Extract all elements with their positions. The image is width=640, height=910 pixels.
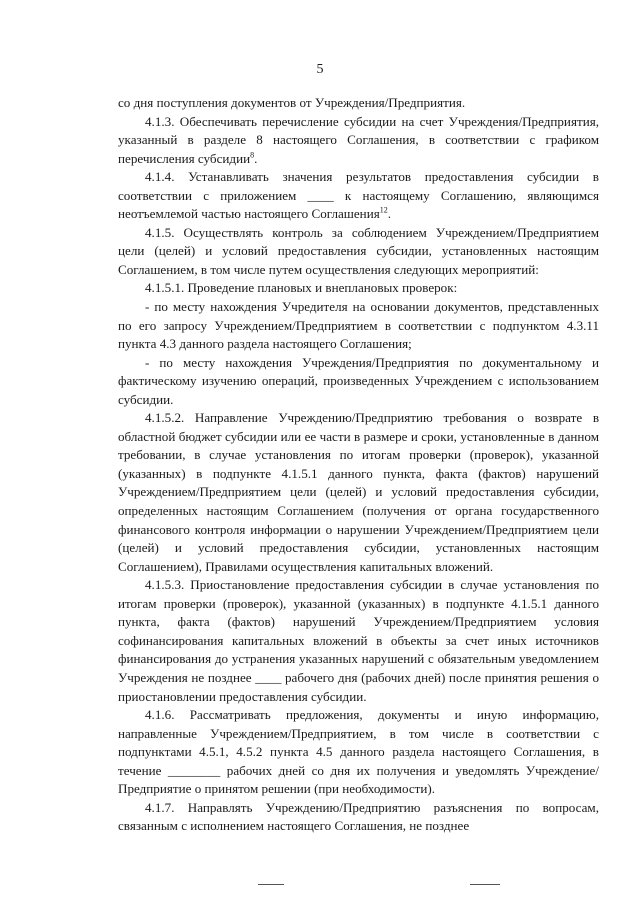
list-item-institution-location: - по месту нахождения Учреждения/Предприятия по документальному и фактическому изучению операций, произведенных Учреждением с использованием субсидии. [118, 354, 599, 407]
paragraph-tail: . [387, 206, 392, 222]
paragraph-4-1-5-3: 4.1.5.3. Приостановление предоставления субсидии в случае установления по итогам проверки (проверок), указанной (указанных) в подпункте 4.1.5.1 данного пункта, факта (фактов) нарушений Учреждением/Предприятием условия софинансирования капитальных вложений в объекты за счет иных источников финансирования до устранения указанных нарушений с обязательным уведомлением Учреждения не позднее ____ рабочего дня (рабочих дней) после принятия решения о приостановлении предоставления субсидии. [118, 577, 599, 704]
list-item-founder-location: - по месту нахождения Учредителя на основании документов, представленных по его запросу Учреждением/Предприятием в соответствии с подпунктом 4.3.11 пункта 4.3 данного раздела настоящего Соглашения; [118, 299, 599, 352]
paragraph-4-1-6: 4.1.6. Рассматривать предложения, документы и иную информацию, направленные Учреждением/Предприятием, в том числе в соответствии с подпунктами 4.5.1, 4.5.2 пункта 4.5 данного раздела настоящего Соглашения, в течение ________ рабочих дней со дня их получения и уведомлять Учреждение/Предприятие о принятом решении (при необходимости). [118, 707, 599, 797]
paragraph-4-1-5-1: 4.1.5.1. Проведение плановых и внеплановых проверок: [145, 280, 458, 296]
page-number: 5 [316, 62, 324, 77]
scan-mark [258, 884, 284, 885]
paragraph-4-1-4 [118, 168, 599, 224]
footnote-ref: 12 [379, 205, 388, 215]
paragraph-4-1-5: 4.1.5. Осуществлять контроль за соблюдением Учреждением/Предприятием цели (целей) и условий предоставления субсидии, установленных настоящим Соглашением, в том числе путем осуществления следующих мероприятий: [118, 224, 599, 277]
document-body [118, 94, 599, 836]
paragraph-4-1-3 [118, 113, 599, 169]
paragraph-4-1-5-2: 4.1.5.2. Направление Учреждению/Предприятию требования о возврате в областной бюджет субсидии или ее части в размере и сроки, установленные в данном требовании, в случае установления по итогам проверки (проверок), указанной (указанных) в подпункте 4.1.5.1 данного пункта, факта (фактов) нарушений Учреждением/Предприятием цели (целей) и условий предоставления субсидии, определенных настоящим Соглашением (получения от органа государственного финансового контроля информации о нарушении Учреждением/Предприятием цели (целей) и условий предоставления субсидии, установленных настоящим Соглашением), Правилами осуществления капитальных вложений. [118, 410, 599, 574]
paragraph-text: 4.1.3. Обеспечивать перечисление субсидии на счет Учреждения/Предприятия, указанный в разделе 8 настоящего Соглашения, в соответствии с графиком перечисления субсидии [118, 113, 599, 166]
scan-mark [470, 884, 500, 885]
paragraph-text: 4.1.4. Устанавливать значения результатов предоставления субсидии в соответствии с приложением ____ к настоящему Соглашению, являющимся неотъемлемой частью настоящего Соглашения [118, 169, 599, 222]
page-bottom-edge [0, 884, 640, 886]
paragraph-tail: . [254, 150, 258, 166]
paragraph-4-1-7: 4.1.7. Направлять Учреждению/Предприятию разъяснения по вопросам, связанным с исполнением настоящего Соглашения, не позднее [118, 799, 599, 834]
footnote-ref: 8 [250, 150, 255, 160]
paragraph-continuation: со дня поступления документов от Учреждения/Предприятия. [118, 95, 466, 110]
